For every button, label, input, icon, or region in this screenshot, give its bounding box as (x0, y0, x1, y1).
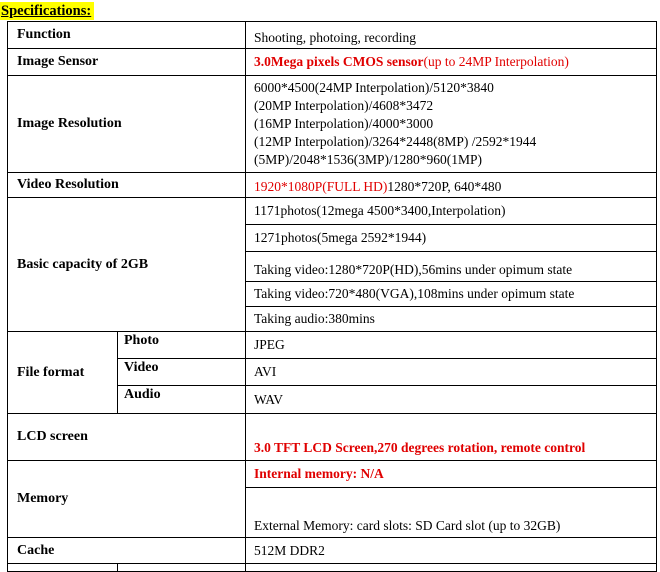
video-resolution-others: 1280*720P, 640*480 (387, 179, 502, 194)
row-spacer (8, 564, 657, 572)
file-format-value: JPEG (246, 332, 657, 359)
image-resolution-line: (12MP Interpolation)/3264*2448(8MP) /2592*1944 (254, 134, 537, 149)
lcd-value: 3.0 TFT LCD Screen,270 degrees rotation, remote control (246, 414, 657, 461)
image-resolution-value (246, 76, 657, 173)
row-function (8, 22, 657, 49)
function-label: Function (8, 22, 246, 49)
video-resolution-value (246, 173, 657, 198)
spec-table (7, 21, 657, 572)
image-sensor-label: Image Sensor (8, 49, 246, 76)
video-resolution-label: Video Resolution (8, 173, 246, 198)
memory-internal: Internal memory: N/A (246, 461, 657, 488)
capacity-item: Taking video:1280*720P(HD),56mins under opimum state (246, 252, 657, 282)
image-resolution-label: Image Resolution (8, 76, 246, 173)
file-format-type: Photo (118, 332, 246, 359)
specifications-heading: Specifications: (0, 2, 94, 20)
file-format-label: File format (8, 332, 118, 414)
memory-label: Memory (8, 461, 246, 538)
image-sensor-value (246, 49, 657, 76)
file-format-type: Audio (118, 386, 246, 414)
capacity-item: Taking audio:380mins (246, 307, 657, 332)
image-resolution-line: 6000*4500(24MP Interpolation)/5120*3840 (254, 80, 494, 95)
capacity-item: Taking video:720*480(VGA),108mins under opimum state (246, 282, 657, 307)
cache-label: Cache (8, 538, 246, 564)
spacer-cell (118, 564, 246, 572)
image-resolution-line: (5MP)/2048*1536(3MP)/1280*960(1MP) (254, 152, 483, 167)
spacer-cell (246, 564, 657, 572)
row-cache (8, 538, 657, 564)
capacity-label: Basic capacity of 2GB (8, 198, 246, 332)
capacity-item: 1271photos(5mega 2592*1944) (246, 225, 657, 252)
row-capacity (8, 198, 657, 225)
row-memory (8, 461, 657, 488)
image-resolution-line: (20MP Interpolation)/4608*3472 (254, 98, 434, 113)
row-image-resolution (8, 76, 657, 173)
file-format-value: WAV (246, 386, 657, 414)
image-sensor-type: 3.0Mega pixels CMOS sensor (254, 54, 424, 69)
lcd-label: LCD screen (8, 414, 246, 461)
row-file-format (8, 332, 657, 359)
cache-value: 512M DDR2 (246, 538, 657, 564)
file-format-value: AVI (246, 359, 657, 386)
function-value: Shooting, photoing, recording (246, 22, 657, 49)
video-resolution-fullhd: 1920*1080P(FULL HD) (254, 179, 388, 194)
spacer-cell (8, 564, 118, 572)
row-video-resolution (8, 173, 657, 198)
memory-external: External Memory: card slots: SD Card slot (up to 32GB) (246, 488, 657, 538)
image-resolution-line: (16MP Interpolation)/4000*3000 (254, 116, 434, 131)
file-format-type: Video (118, 359, 246, 386)
capacity-item: 1171photos(12mega 4500*3400,Interpolation) (246, 198, 657, 225)
row-image-sensor (8, 49, 657, 76)
image-sensor-note: (up to 24MP Interpolation) (423, 54, 569, 69)
row-lcd (8, 414, 657, 461)
